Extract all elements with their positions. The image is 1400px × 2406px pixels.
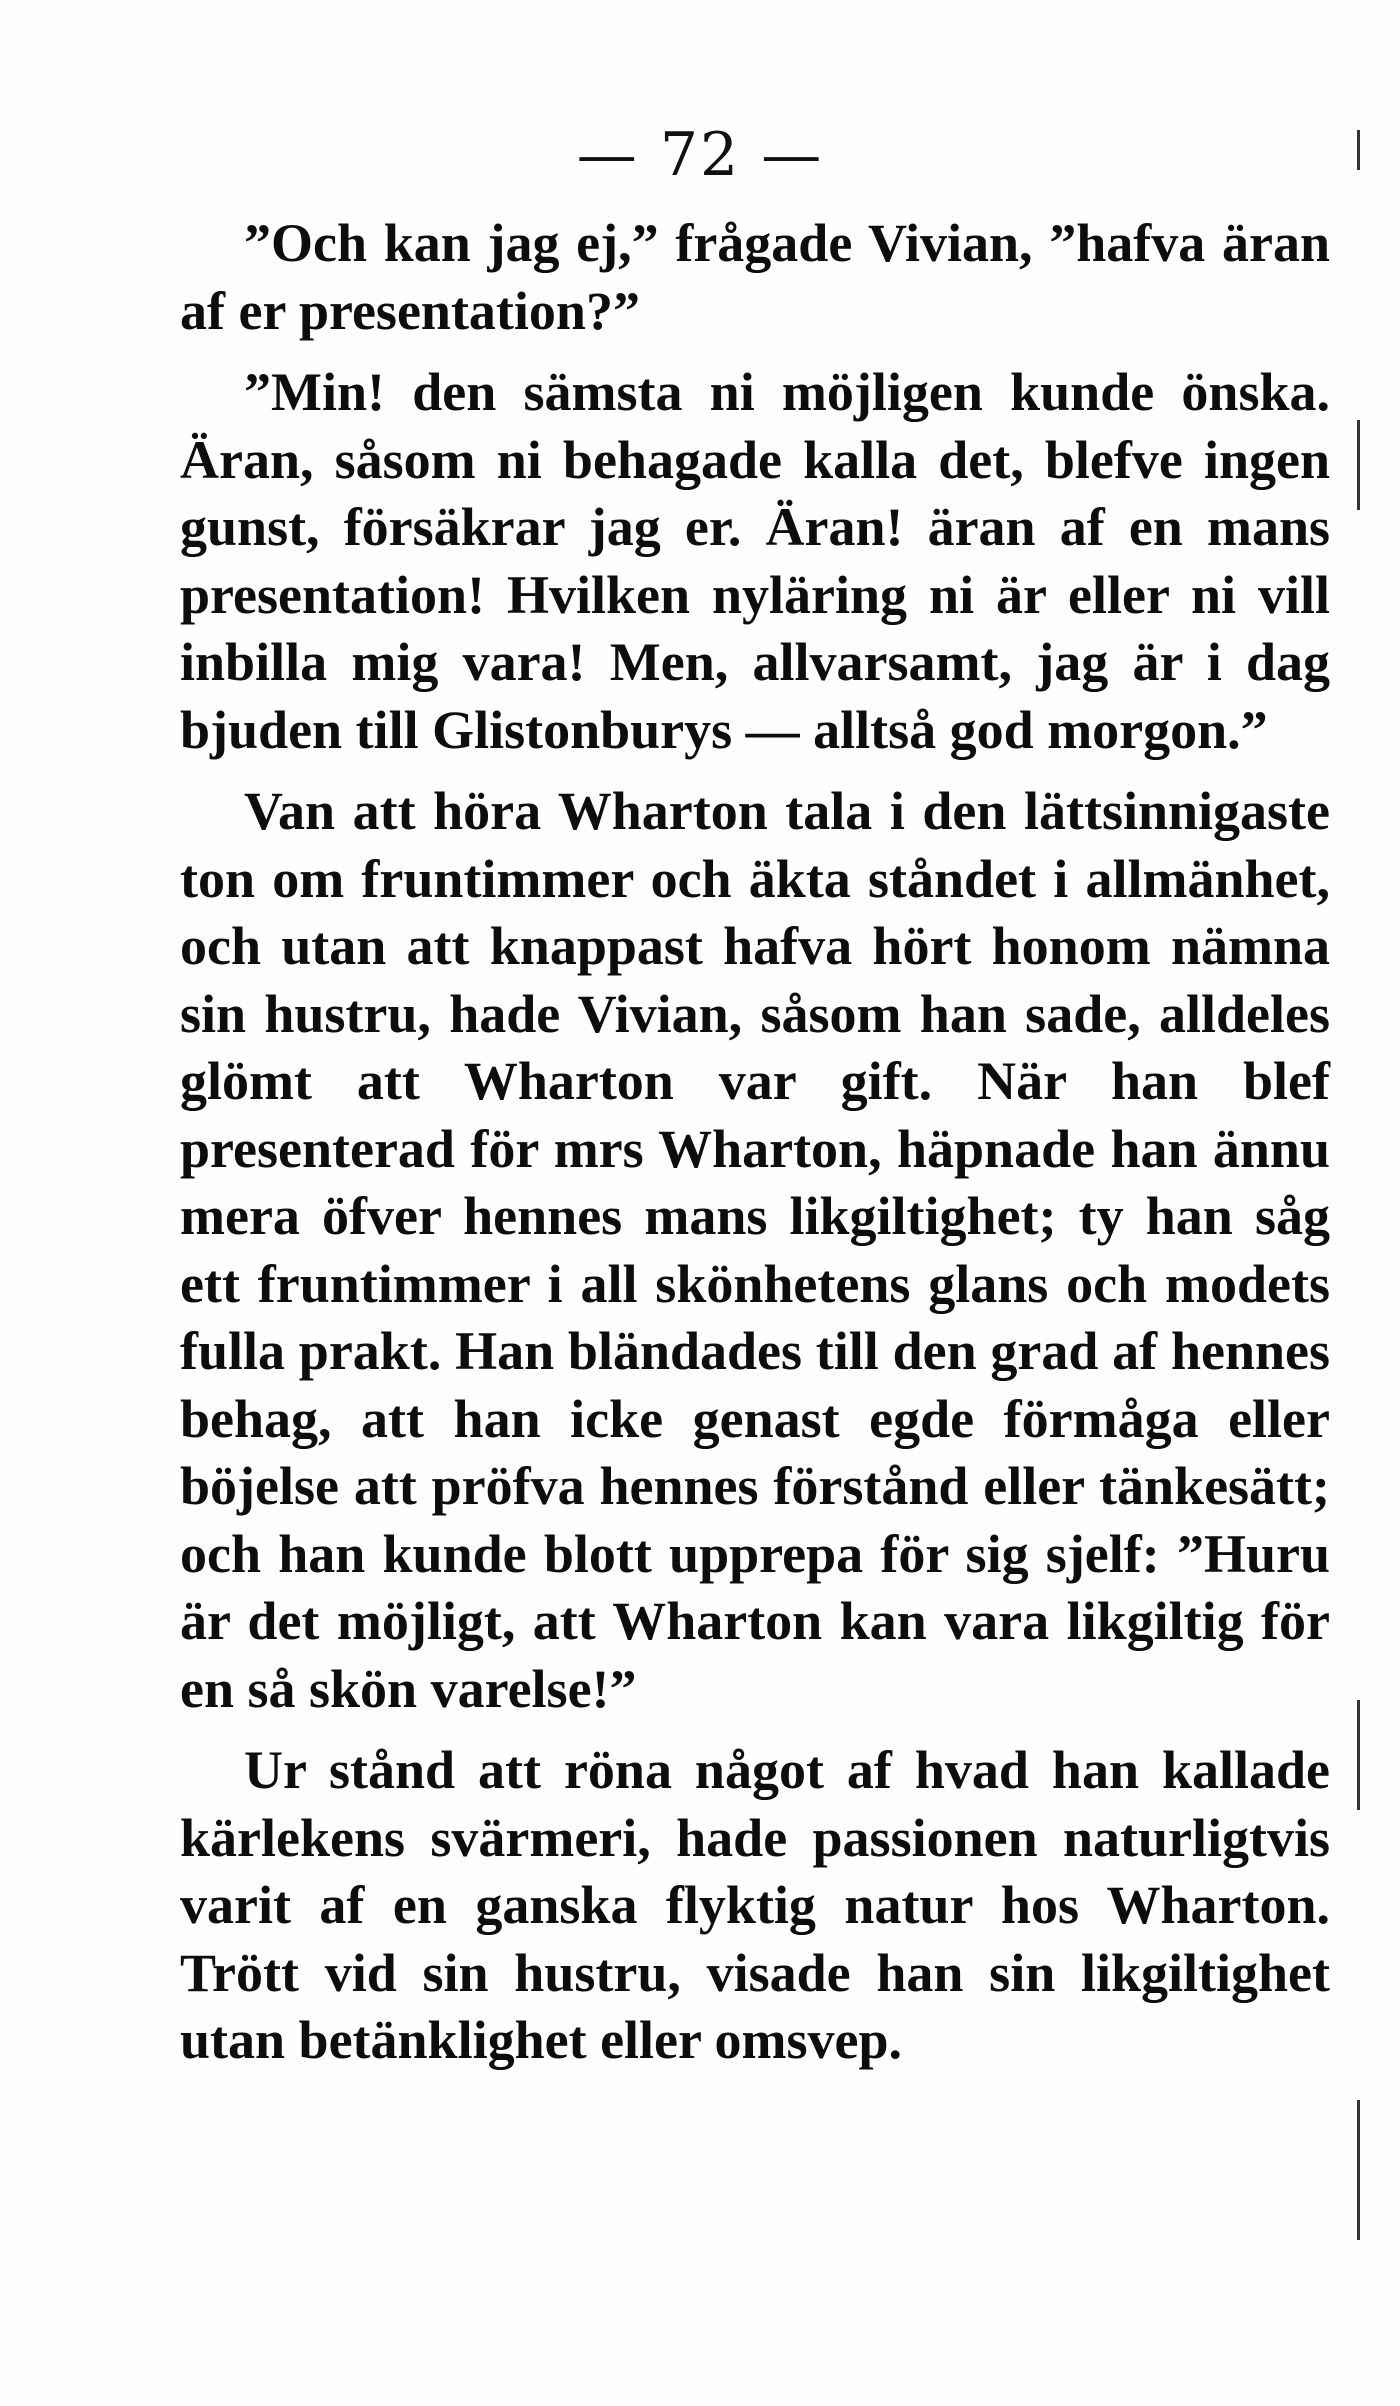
- paragraph-4: Ur stånd att röna något af hvad han kallade kärlekens svärmeri, hade passionen naturligtvis varit af en ganska flyktig natur hos Wharton. Trött vid sin hustru, visade han sin likgiltighet utan betänklighet eller omsvep.: [180, 1740, 1330, 2070]
- binding-edge-mark: [1357, 130, 1360, 170]
- body-text: [180, 210, 1330, 2089]
- binding-edge-mark: [1357, 1700, 1360, 1810]
- paragraph-2: ”Min! den sämsta ni möjligen kunde önska. Äran, såsom ni behagade kalla det, blefve ingen gunst, försäkrar jag er. Äran! äran af en mans presentation! Hvilken nyläring ni är eller ni vill inbilla mig vara! Men, allvarsamt, jag är i dag bjuden till Glistonburys — alltså god morgon.”: [180, 362, 1330, 760]
- page-number: — 72 —: [576, 120, 824, 190]
- paragraph-3: Van att höra Wharton tala i den lättsinnigaste ton om fruntimmer och äkta ståndet i allmänhet, och utan att knappast hafva hört honom nämna sin hustru, hade Vivian, såsom han sade, alldeles glömt att Wharton var gift. När han blef presenterad för mrs Wharton, häpnade han ännu mera öfver hennes mans likgiltighet; ty han såg ett fruntimmer i all skönhetens glans och modets fulla prakt. Han bländades till den grad af hennes behag, att han icke genast egde förmåga eller böjelse att pröfva hennes förstånd eller tänkesätt; och han kunde blott upprepa för sig sjelf: ”Huru är det möjligt, att Wharton kan vara likgiltig för en så skön varelse!”: [180, 781, 1330, 1719]
- binding-edge-mark: [1357, 2100, 1360, 2240]
- paragraph-1: ”Och kan jag ej,” frågade Vivian, ”hafva äran af er presentation?”: [180, 213, 1330, 341]
- binding-edge-mark: [1357, 420, 1360, 510]
